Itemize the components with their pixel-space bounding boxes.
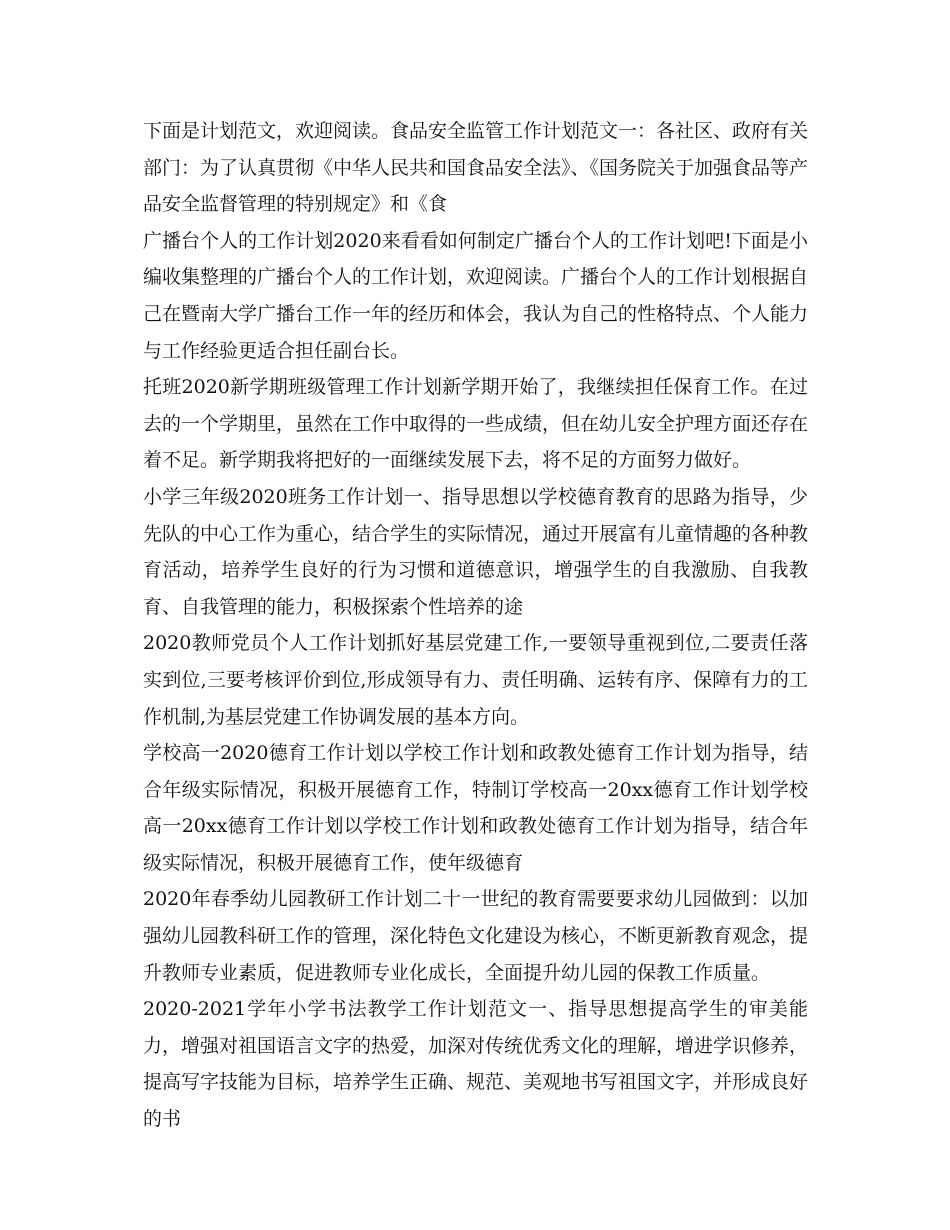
paragraph-teacher-party-member-plan: 2020教师党员个人工作计划抓好基层党建工作,一要领导重视到位,二要责任落实到位,三要考核评价到位,形成领导有力、责任明确、运转有序、保障有力的工作机制,为基层党建工作协调发展的基本方向。 (143, 632, 808, 728)
paragraph-senior-one-moral-education-plan: 学校高一2020德育工作计划以学校工作计划和政教处德育工作计划为指导，结合年级实际情况，积极开展德育工作，特制订学校高一20xx德育工作计划学校高一20xx德育工作计划以学校工作计划和政教处德育工作计划为指导，结合年级实际情况，积极开展德育工作，使年级德育 (143, 742, 808, 874)
paragraph-kindergarten-research-plan: 2020年春季幼儿园教研工作计划二十一世纪的教育需要要求幼儿园做到：以加强幼儿园教科研工作的管理，深化特色文化建设为核心，不断更新教育观念，提升教师专业素质，促进教师专业化成长，全面提升幼儿园的保教工作质量。 (143, 888, 809, 984)
paragraph-nursery-class-plan: 托班2020新学期班级管理工作计划新学期开始了，我继续担任保育工作。在过去的一个学期里，虽然在工作中取得的一些成绩，但在幼儿安全护理方面还存在着不足。新学期我将把好的一面继续发展下去，将不足的方面努力做好。 (143, 376, 809, 472)
paragraph-calligraphy-teaching-plan: 2020-2021学年小学书法教学工作计划范文一、指导思想提高学生的审美能力，增强对祖国语言文字的热爱，加深对传统优秀文化的理解，增进学识修养，提高写字技能为目标，培养学生正确、规范、美观地书写祖国文字，并形成良好的书 (143, 998, 809, 1131)
document-body (143, 113, 808, 1138)
paragraph-broadcast-station-plan: 广播台个人的工作计划2020来看看如何制定广播台个人的工作计划吧!下面是小编收集整理的广播台个人的工作计划，欢迎阅读。广播台个人的工作计划根据自己在暨南大学广播台工作一年的经历和体会，我认为自己的性格特点、个人能力与工作经验更适合担任副台长。 (143, 229, 809, 362)
paragraph-food-safety-plan: 下面是计划范文，欢迎阅读。食品安全监管工作计划范文一：各社区、政府有关部门：为了认真贯彻《中华人民共和国食品安全法》、《国务院关于加强食品等产品安全监督管理的特别规定》和《食 (143, 120, 809, 216)
paragraph-grade-three-class-plan: 小学三年级2020班务工作计划一、指导思想以学校德育教育的思路为指导，少先队的中心工作为重心，结合学生的实际情况，通过开展富有儿童情趣的各种教育活动，培养学生良好的行为习惯和道德意识，增强学生的自我激励、自我教育、自我管理的能力，积极探索个性培养的途 (143, 485, 809, 618)
